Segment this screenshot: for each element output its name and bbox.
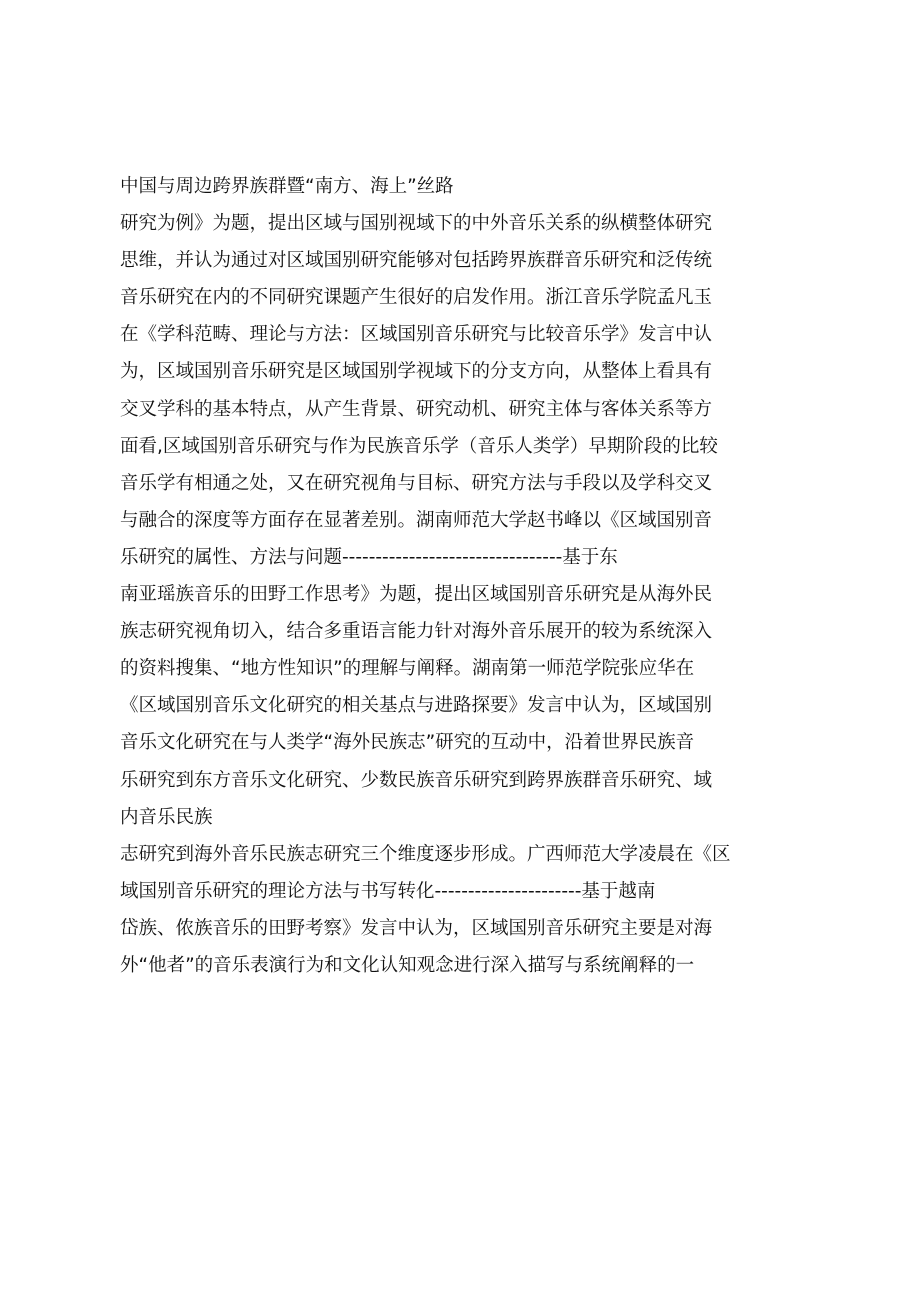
text-line-1: 中国与周边跨界族群暨“南方、海上”丝路	[120, 176, 454, 197]
text-line-18: 内音乐民族	[120, 806, 213, 828]
text-line-5: 在《学科范畴、理论与方法：区域国别音乐研究与比较音乐学》发言中认	[120, 324, 713, 346]
text-line-10: 与融合的深度等方面存在显著差别。湖南师范大学赵书峰以《区域国别音	[120, 509, 713, 531]
text-line-11: 乐研究的属性、方法与问题---------------------------------基于东	[120, 546, 618, 568]
text-line-6: 为，区域国别音乐研究是区域国别学视域下的分支方向，从整体上看具有	[120, 361, 713, 383]
body-text	[120, 168, 820, 984]
text-line-20: 域国别音乐研究的理论方法与书写转化----------------------基于越南	[120, 880, 656, 902]
text-line-8: 面看,区域国别音乐研究与作为民族音乐学（音乐人类学）早期阶段的比较	[120, 435, 718, 457]
text-line-19: 志研究到海外音乐民族志研究三个维度逐步形成。广西师范大学凌晨在《区	[120, 843, 731, 865]
text-line-13: 族志研究视角切入，结合多重语言能力针对海外音乐展开的较为系统深入	[120, 621, 713, 643]
text-line-9: 音乐学有相通之处，又在研究视角与目标、研究方法与手段以及学科交叉	[120, 472, 713, 494]
text-line-2: 研究为例》为题，提出区域与国别视域下的中外音乐关系的纵横整体研究	[120, 213, 713, 235]
text-line-12: 南亚瑶族音乐的田野工作思考》为题，提出区域国别音乐研究是从海外民	[120, 584, 713, 606]
text-line-16: 音乐文化研究在与人类学“海外民族志”研究的互动中，沿着世界民族音	[120, 732, 695, 754]
text-line-14: 的资料搜集、“地方性知识”的理解与阐释。湖南第一师范学院张应华在	[120, 658, 695, 680]
text-line-21: 岱族、侬族音乐的田野考察》发言中认为，区域国别音乐研究主要是对海	[120, 917, 713, 939]
text-line-3: 思维，并认为通过对区域国别研究能够对包括跨界族群音乐研究和泛传统	[120, 250, 713, 272]
text-line-22: 外“他者”的音乐表演行为和文化认知观念进行深入描写与系统阐释的一	[120, 954, 695, 976]
text-line-7: 交叉学科的基本特点，从产生背景、研究动机、研究主体与客体关系等方	[120, 398, 713, 420]
text-line-15: 《区域国别音乐文化研究的相关基点与进路探要》发言中认为，区域国别	[120, 695, 713, 717]
text-line-17: 乐研究到东方音乐文化研究、少数民族音乐研究到跨界族群音乐研究、域	[120, 769, 713, 791]
text-line-4: 音乐研究在内的不同研究课题产生很好的启发作用。浙江音乐学院孟凡玉	[120, 287, 713, 309]
